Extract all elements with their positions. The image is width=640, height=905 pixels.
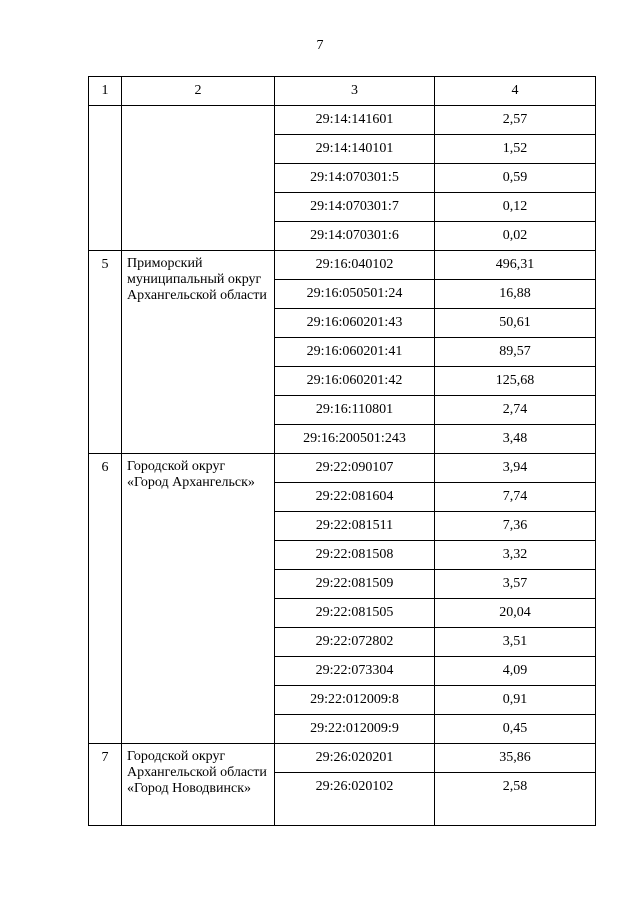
cadastral-number: 29:22:081505 — [275, 599, 435, 628]
area-value: 3,94 — [435, 454, 596, 483]
area-value: 0,45 — [435, 715, 596, 744]
cadastral-number: 29:16:050501:24 — [275, 280, 435, 309]
area-value: 16,88 — [435, 280, 596, 309]
area-value: 2,74 — [435, 396, 596, 425]
area-value: 20,04 — [435, 599, 596, 628]
cadastral-number: 29:16:060201:41 — [275, 338, 435, 367]
cadastral-number: 29:22:081509 — [275, 570, 435, 599]
district-number: 5 — [89, 251, 122, 454]
cadastral-number: 29:16:200501:243 — [275, 425, 435, 454]
area-value: 3,32 — [435, 541, 596, 570]
cadastral-number: 29:16:060201:43 — [275, 309, 435, 338]
cadastral-number: 29:22:012009:9 — [275, 715, 435, 744]
area-value: 3,57 — [435, 570, 596, 599]
cadastral-number: 29:22:081508 — [275, 541, 435, 570]
area-value: 2,57 — [435, 106, 596, 135]
cadastral-number: 29:16:060201:42 — [275, 367, 435, 396]
area-value: 0,12 — [435, 193, 596, 222]
district-number — [89, 106, 122, 251]
area-value: 3,51 — [435, 628, 596, 657]
area-value: 0,59 — [435, 164, 596, 193]
cadastral-number: 29:14:141601 — [275, 106, 435, 135]
district-number: 6 — [89, 454, 122, 744]
area-value: 7,36 — [435, 512, 596, 541]
cadastral-number: 29:14:070301:7 — [275, 193, 435, 222]
area-value: 7,74 — [435, 483, 596, 512]
cadastral-number: 29:26:020102 — [275, 773, 435, 826]
cadastral-number: 29:14:070301:5 — [275, 164, 435, 193]
column-header-4: 4 — [435, 77, 596, 106]
district-number: 7 — [89, 744, 122, 826]
cadastral-number: 29:16:040102 — [275, 251, 435, 280]
area-value: 0,91 — [435, 686, 596, 715]
district-name: Приморский муниципальный округ Архангельской области — [122, 251, 275, 454]
area-value: 35,86 — [435, 744, 596, 773]
district-name: Городской округ «Город Архангельск» — [122, 454, 275, 744]
district-name: Городской округ Архангельской области «Город Новодвинск» — [122, 744, 275, 826]
cadastral-number: 29:14:070301:6 — [275, 222, 435, 251]
cadastral-number: 29:22:090107 — [275, 454, 435, 483]
cadastral-number: 29:22:072802 — [275, 628, 435, 657]
page-number: 7 — [316, 38, 324, 53]
area-value: 89,57 — [435, 338, 596, 367]
cadastral-number: 29:22:081604 — [275, 483, 435, 512]
area-value: 2,58 — [435, 773, 596, 826]
cadastral-number: 29:16:110801 — [275, 396, 435, 425]
cadastral-number: 29:14:140101 — [275, 135, 435, 164]
cadastral-number: 29:22:081511 — [275, 512, 435, 541]
area-value: 50,61 — [435, 309, 596, 338]
cadastral-number: 29:22:073304 — [275, 657, 435, 686]
table-row — [89, 744, 596, 773]
area-value: 125,68 — [435, 367, 596, 396]
column-header-3: 3 — [275, 77, 435, 106]
table-row — [89, 106, 596, 135]
land-plots-table — [88, 76, 596, 826]
cadastral-number: 29:22:012009:8 — [275, 686, 435, 715]
table-header-row — [89, 77, 596, 106]
table-row — [89, 251, 596, 280]
table-row — [89, 454, 596, 483]
area-value: 4,09 — [435, 657, 596, 686]
cadastral-number: 29:26:020201 — [275, 744, 435, 773]
column-header-2: 2 — [122, 77, 275, 106]
column-header-1: 1 — [89, 77, 122, 106]
area-value: 0,02 — [435, 222, 596, 251]
area-value: 1,52 — [435, 135, 596, 164]
area-value: 3,48 — [435, 425, 596, 454]
area-value: 496,31 — [435, 251, 596, 280]
district-name — [122, 106, 275, 251]
